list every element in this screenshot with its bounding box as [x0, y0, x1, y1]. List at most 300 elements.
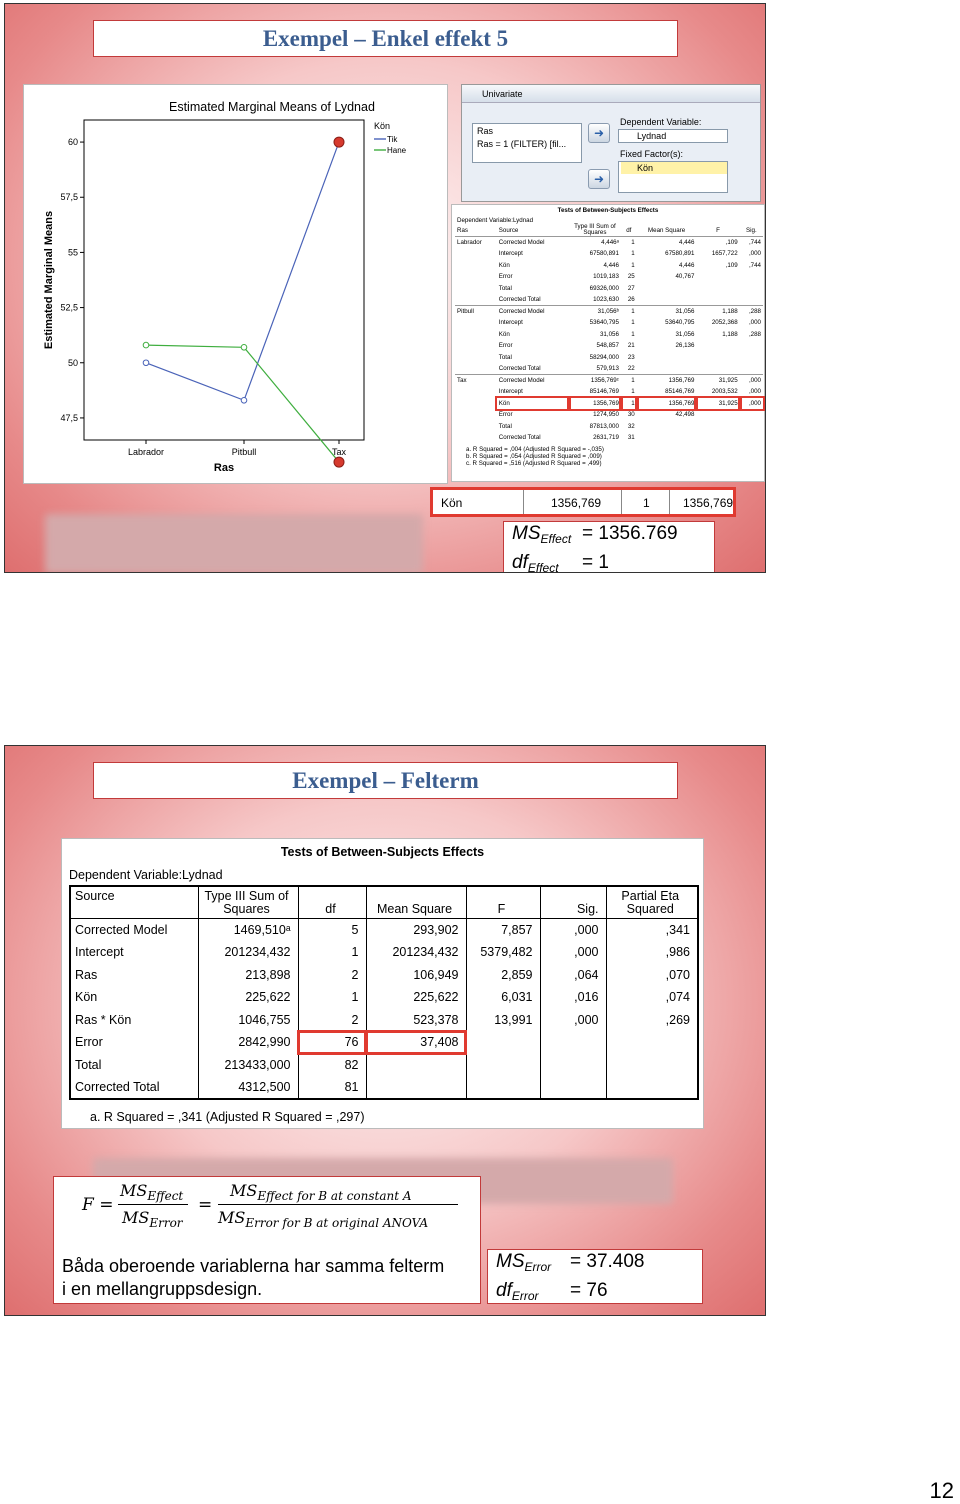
cell: Intercept	[498, 319, 523, 327]
frac2-num-ms: MS	[230, 1181, 258, 1200]
ms-error-box	[487, 1249, 703, 1304]
cell	[637, 352, 697, 364]
cell: 1	[621, 375, 637, 387]
cell	[455, 340, 497, 352]
cell: 1356,769	[637, 398, 697, 410]
ms-effect-box	[503, 521, 715, 573]
y-tick-label: 55	[67, 247, 78, 258]
cell: Error	[498, 273, 513, 281]
cell	[455, 386, 497, 398]
cell: 1	[298, 986, 366, 1009]
df-label: df	[496, 1280, 512, 1301]
col-header: Sig.	[540, 886, 606, 919]
cell: 31,056ᵇ	[569, 306, 621, 318]
cell: Total	[75, 1057, 102, 1072]
frac2-num-sub: Effect for B at constant A	[257, 1189, 412, 1204]
ms-label: MS	[496, 1251, 525, 1272]
cell	[455, 260, 497, 272]
df-value: = 1	[582, 552, 609, 573]
cell	[637, 283, 697, 295]
cell	[696, 294, 739, 306]
cell: 67580,891	[665, 250, 695, 258]
cell: ,000	[540, 919, 606, 942]
note: c. R Squared = ,516 (Adjusted R Squared = ,499)	[466, 459, 602, 467]
cell: Corrected Total	[498, 434, 541, 442]
table-row	[455, 375, 763, 387]
cell: 4312,500	[198, 1076, 298, 1099]
cell: Intercept	[498, 250, 523, 258]
cell: 201234,432	[366, 941, 466, 964]
anova-table-panel	[61, 838, 704, 1129]
cell: 23	[627, 353, 635, 361]
cell: 1274,950	[593, 411, 619, 419]
cell: 53640,795	[665, 319, 695, 327]
cell: 76	[298, 1031, 366, 1054]
cell: 25	[627, 273, 635, 281]
zoom-kon-row	[430, 487, 736, 517]
explanation-text	[62, 1255, 444, 1301]
cell	[455, 398, 497, 410]
cell: 213,898	[198, 964, 298, 987]
anova-table	[69, 885, 699, 1100]
table-title: Tests of Between-Subjects Effects	[280, 845, 485, 859]
cell: Corrected Model	[75, 923, 168, 937]
cell	[466, 1031, 540, 1054]
cell: 81	[298, 1076, 366, 1099]
zoom-source: Kön	[441, 496, 463, 510]
cell: 579,913	[596, 365, 619, 372]
cell	[540, 1031, 606, 1054]
cell: 225,622	[366, 986, 466, 1009]
table-row	[455, 306, 763, 318]
table-row	[455, 421, 763, 433]
page-number: 12	[929, 1478, 954, 1503]
mini-table-notes	[466, 446, 764, 467]
table-row	[455, 294, 763, 306]
cell: 2003,532	[711, 388, 738, 396]
table-row	[455, 352, 763, 364]
cell	[637, 294, 697, 306]
cell: 37,408	[366, 1031, 466, 1054]
slide-felterm	[4, 745, 766, 1316]
cell: 4,446	[603, 261, 619, 269]
cell: Error	[498, 411, 513, 419]
cell: 225,622	[198, 986, 298, 1009]
cell: ,016	[540, 986, 606, 1009]
cell	[540, 1076, 606, 1099]
ms-value: = 1356.769	[582, 523, 678, 544]
cell: 1	[621, 237, 637, 249]
cell: Tax	[455, 375, 497, 387]
cell	[455, 271, 497, 283]
cell	[740, 352, 763, 364]
dialog-title: Univariate	[462, 85, 760, 103]
cell: ,341	[606, 919, 698, 942]
formula-lhs: F =	[82, 1195, 114, 1215]
cell	[455, 294, 497, 306]
cell	[455, 352, 497, 364]
slide-title: Exempel – Enkel effekt 5	[93, 20, 678, 57]
cell: 1	[621, 306, 637, 318]
cell: Intercept	[75, 945, 124, 960]
cell	[696, 352, 739, 364]
cell: 1	[631, 330, 635, 338]
col-header: Type III Sum of Squares	[198, 886, 298, 919]
cell: 213433,000	[198, 1054, 298, 1077]
cell: 1356,769	[569, 398, 621, 410]
table-row	[455, 248, 763, 260]
cell: 1,188	[696, 306, 739, 318]
col-header: Source	[70, 886, 198, 919]
cell: 2052,368	[711, 319, 738, 327]
table-note: a. R Squared = ,341 (Adjusted R Squared = ,297)	[90, 1110, 365, 1124]
cell	[696, 421, 739, 433]
cell: 1019,183	[593, 273, 619, 281]
table-row	[455, 283, 763, 295]
col-header: Source	[498, 226, 519, 234]
cell: 31,925	[696, 398, 739, 410]
cell: ,000	[540, 1009, 606, 1032]
cell: 5	[298, 919, 366, 942]
x-tick-label: Tax	[331, 447, 347, 457]
cell	[455, 329, 497, 341]
cell: ,000	[740, 398, 763, 410]
slide-title: Exempel – Felterm	[93, 762, 678, 799]
ms-sub: Error	[524, 1260, 552, 1274]
frac1-den-sub: Error	[149, 1216, 183, 1231]
cell: ,074	[606, 986, 698, 1009]
cell: Ras * Kön	[75, 1012, 132, 1027]
cell: 32	[627, 422, 635, 430]
col-header: Mean Square	[647, 226, 686, 234]
cell: Labrador	[455, 237, 497, 249]
note: a. R Squared = ,004 (Adjusted R Squared = -,035)	[466, 445, 604, 453]
zoom-ss: 1356,769	[551, 496, 602, 510]
frac2-den-ms: MS	[218, 1208, 246, 1227]
cell: 1023,630	[593, 296, 619, 303]
cell: 293,902	[366, 919, 466, 942]
cell: Corrected Total	[75, 1079, 160, 1094]
cell	[696, 363, 739, 375]
cell: 4,446	[678, 261, 695, 269]
cell	[637, 421, 697, 433]
cell: 1	[631, 319, 635, 327]
table-row	[70, 1076, 698, 1099]
table-row	[455, 386, 763, 398]
df-sub: Error	[511, 1289, 539, 1303]
cell: 548,857	[596, 342, 619, 350]
cell: Total	[498, 284, 512, 292]
cell: Kön	[498, 330, 510, 338]
cell	[637, 432, 697, 444]
cell: ,269	[606, 1009, 698, 1032]
cell	[740, 409, 763, 421]
cell: 53640,795	[589, 319, 619, 327]
frac1-num	[120, 1181, 183, 1203]
cell: ,064	[540, 964, 606, 987]
legend-title: Kön	[374, 121, 391, 131]
cell: Intercept	[498, 388, 523, 396]
table-row	[70, 1009, 698, 1032]
cell	[455, 421, 497, 433]
cell: Pitbull	[455, 306, 497, 318]
cell: Corrected Total	[498, 365, 541, 372]
cell	[466, 1054, 540, 1077]
cell: 42,498	[675, 411, 695, 419]
cell	[696, 271, 739, 283]
cell: Error	[75, 1035, 103, 1050]
cell: 1,188	[722, 330, 738, 338]
cell: ,000	[748, 388, 761, 396]
cell: 201234,432	[198, 941, 298, 964]
cell: 4,446ᵃ	[569, 237, 621, 249]
cell	[696, 432, 739, 444]
slide-enkel-effekt	[4, 3, 766, 573]
cell: 2842,990	[198, 1031, 298, 1054]
cell: 2,859	[466, 964, 540, 987]
cell: 13,991	[466, 1009, 540, 1032]
cell: Corrected Model	[497, 375, 569, 387]
table-row	[70, 1054, 698, 1077]
cell: ,288	[740, 306, 763, 318]
cell: 27	[627, 284, 635, 292]
col-header: F	[716, 226, 720, 234]
table-row	[70, 941, 698, 964]
cell: 1657,722	[711, 250, 738, 258]
cell: ,000	[740, 375, 763, 387]
cell	[455, 363, 497, 375]
cell: ,109	[725, 261, 738, 269]
factor-list[interactable]	[472, 123, 582, 163]
cell: 2631,719	[593, 434, 619, 442]
cell: 7,857	[466, 919, 540, 942]
cell: 26,136	[675, 342, 695, 350]
mini-dependent-label: Dependent Variable:Lydnad	[457, 217, 534, 224]
data-point	[143, 342, 149, 348]
cell: ,986	[606, 941, 698, 964]
cell: 2	[298, 1009, 366, 1032]
col-header: Ras	[457, 226, 469, 234]
mini-table-title: Tests of Between-Subjects Effects	[557, 207, 659, 214]
cell: 31	[627, 434, 635, 442]
fixed-factor-label: Fixed Factor(s):	[620, 149, 684, 159]
cell: 31,925	[696, 375, 739, 387]
table-row	[455, 237, 763, 249]
formula-eq: =	[198, 1195, 213, 1215]
cell: ,000	[748, 250, 761, 258]
y-tick-label: 57,5	[60, 192, 78, 203]
table-row	[70, 986, 698, 1009]
data-point	[241, 397, 247, 403]
cell	[366, 1054, 466, 1077]
note: b. R Squared = ,054 (Adjusted R Squared = ,009)	[466, 452, 602, 460]
cell	[740, 294, 763, 306]
ms-value: = 37.408	[570, 1251, 645, 1272]
cell: Ras	[75, 967, 98, 982]
zoom-ms: 1356,769	[683, 496, 734, 510]
cell: 21	[627, 342, 635, 350]
cell: 82	[298, 1054, 366, 1077]
frac2-den-sub: Error for B at original ANOVA	[245, 1216, 429, 1231]
cell: Corrected Model	[497, 237, 569, 249]
cell: 2	[298, 964, 366, 987]
col-header: Partial Eta Squared	[606, 886, 698, 919]
formula-box	[53, 1176, 481, 1304]
cell: 69326,000	[589, 284, 619, 292]
frac1-num-sub: Effect	[147, 1189, 184, 1204]
cell: ,109	[696, 237, 739, 249]
cell	[606, 1031, 698, 1054]
cell: 1	[631, 388, 635, 396]
cell: 4,446	[637, 237, 697, 249]
cell: 1	[631, 250, 635, 258]
table-row	[70, 919, 698, 942]
cell	[366, 1076, 466, 1099]
cell: ,000	[540, 941, 606, 964]
cell	[696, 283, 739, 295]
cell: 85146,769	[665, 388, 695, 396]
y-tick-label: 52,5	[60, 302, 78, 313]
cell: 1	[621, 398, 637, 410]
dependent-label: Dependent Variable:	[620, 117, 702, 127]
legend-entry: Tik	[387, 135, 398, 144]
table-row	[455, 409, 763, 421]
legend-entry: Hane	[387, 146, 407, 155]
cell: 31,056	[675, 330, 695, 338]
col-header: Sig.	[746, 226, 757, 234]
cell	[606, 1076, 698, 1099]
table-row	[455, 363, 763, 375]
zoom-df: 1	[643, 496, 650, 510]
cell	[606, 1054, 698, 1077]
frac2-num	[230, 1181, 412, 1203]
data-point	[334, 457, 344, 467]
mini-anova-table	[451, 204, 765, 482]
text-line: i en mellangruppsdesign.	[62, 1279, 263, 1299]
cell: 106,949	[366, 964, 466, 987]
cell	[740, 363, 763, 375]
frac2-den	[218, 1208, 428, 1230]
move-right-button[interactable]: ➜	[588, 123, 610, 143]
cell: ,744	[748, 261, 761, 269]
fixed-factor-list[interactable]	[618, 161, 728, 193]
cell	[740, 340, 763, 352]
cell: 1356,769ᶜ	[569, 375, 621, 387]
table-row	[455, 317, 763, 329]
data-point	[334, 137, 344, 147]
y-axis-label: Estimated Marginal Means	[43, 210, 55, 350]
cell: 40,767	[675, 273, 695, 281]
cell: 1469,510ᵃ	[198, 919, 298, 942]
table-row	[455, 329, 763, 341]
x-tick-label: Labrador	[127, 447, 165, 457]
cell: Corrected Model	[497, 306, 569, 318]
marginal-means-chart	[23, 84, 448, 484]
x-axis-label: Ras	[213, 462, 235, 474]
ms-label: MS	[512, 523, 541, 544]
table-row	[455, 432, 763, 444]
cell	[466, 1076, 540, 1099]
chart-svg	[24, 85, 449, 485]
x-tick-label: Pitbull	[231, 447, 257, 457]
cell: Corrected Total	[498, 296, 541, 303]
cell: Error	[498, 342, 513, 350]
cell: ,288	[748, 330, 761, 338]
cell	[637, 363, 697, 375]
cell	[740, 271, 763, 283]
data-point	[143, 360, 149, 366]
cell: 58294,000	[589, 353, 619, 361]
cell	[540, 1054, 606, 1077]
move-right-button-2[interactable]: ➜	[588, 169, 610, 189]
dependent-label: Dependent Variable:Lydnad	[69, 868, 223, 882]
y-tick-label: 60	[67, 137, 78, 148]
chart-title: Estimated Marginal Means of Lydnad	[169, 100, 375, 114]
cell	[455, 432, 497, 444]
table-row	[455, 340, 763, 352]
frac1-den	[122, 1208, 183, 1230]
cell	[740, 432, 763, 444]
col-header: Mean Square	[366, 886, 466, 919]
cell: 6,031	[466, 986, 540, 1009]
ms-sub: Effect	[540, 532, 572, 546]
table-row	[70, 964, 698, 987]
dependent-field[interactable]: Lydnad	[618, 129, 728, 143]
y-tick-label: 47,5	[60, 412, 78, 423]
cell	[696, 409, 739, 421]
cell	[740, 283, 763, 295]
col-header: F	[466, 886, 540, 919]
cell: ,000	[748, 319, 761, 327]
cell: 31,056	[637, 306, 697, 318]
cell: ,744	[740, 237, 763, 249]
cell: 1	[631, 261, 635, 269]
cell: 1356,769	[637, 375, 697, 387]
cell: 30	[627, 411, 635, 419]
list-item[interactable]: Kön	[621, 162, 727, 174]
cell	[455, 283, 497, 295]
cell: 523,378	[366, 1009, 466, 1032]
cell: 22	[627, 365, 635, 372]
cell: Total	[498, 353, 512, 361]
cell: 67580,891	[589, 250, 619, 258]
frac1-den-ms: MS	[122, 1208, 150, 1227]
cell: 87813,000	[589, 422, 619, 430]
table-row	[455, 398, 763, 410]
mini-table	[455, 224, 763, 444]
blurred-note	[45, 514, 423, 573]
univariate-dialog	[461, 84, 761, 202]
df-label: df	[512, 552, 528, 573]
table-row	[455, 271, 763, 283]
cell: Kön	[75, 990, 98, 1005]
y-tick-label: 50	[67, 357, 78, 368]
cell: 5379,482	[466, 941, 540, 964]
df-sub: Effect	[527, 561, 559, 573]
cell: 1	[298, 941, 366, 964]
cell: 26	[627, 296, 635, 303]
cell: 31,056	[599, 330, 619, 338]
cell	[455, 248, 497, 260]
cell: 1046,755	[198, 1009, 298, 1032]
frac1-num-ms: MS	[120, 1181, 148, 1200]
list-item[interactable]: Ras = 1 (FILTER) [fil...	[477, 139, 567, 149]
cell: 85146,769	[589, 388, 619, 396]
col-header: Type III Sum of Squares	[574, 223, 616, 236]
cell: Kön	[498, 261, 510, 269]
list-item[interactable]: Ras	[477, 126, 494, 136]
cell	[696, 340, 739, 352]
